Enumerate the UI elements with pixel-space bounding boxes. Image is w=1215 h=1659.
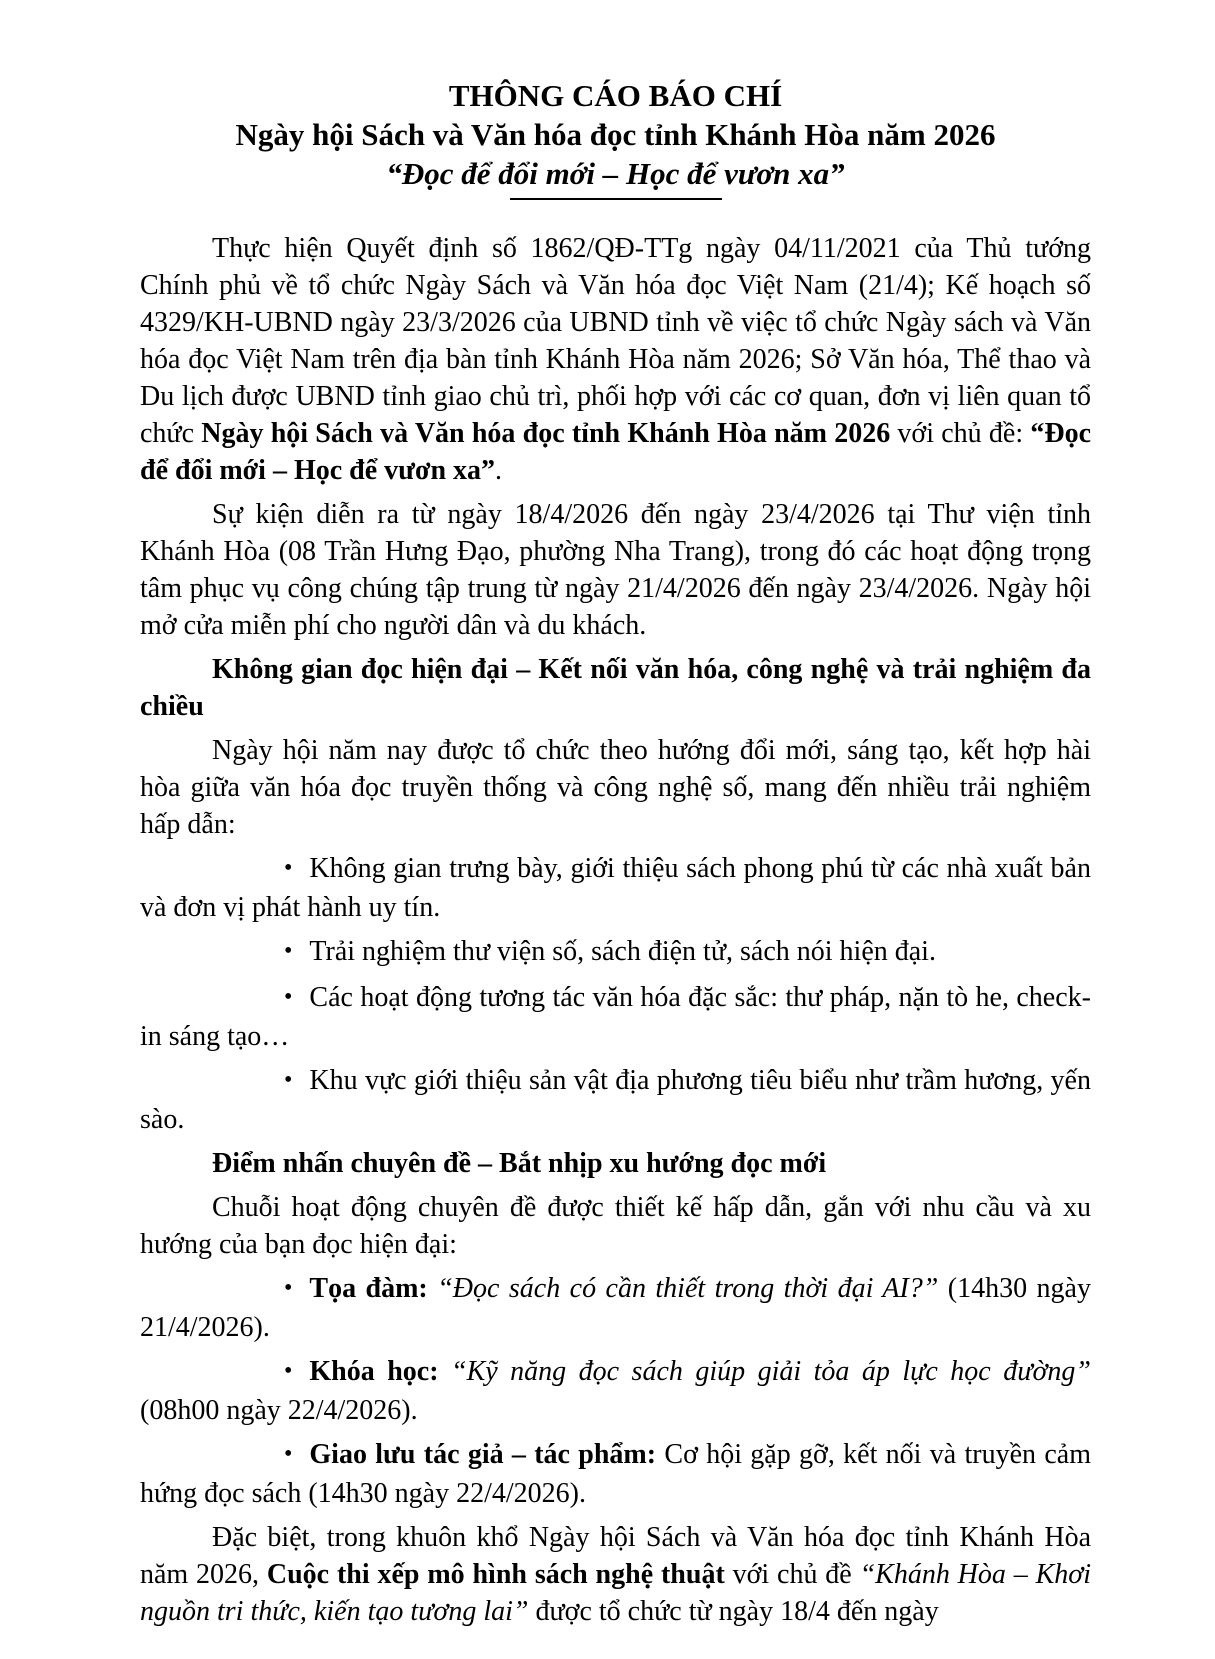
- text-run: Sự kiện diễn ra từ ngày 18/4/2026 đến ngày 23/4/2026 tại Thư viện tỉnh Khánh Hòa (08 Trần Hưng Đạo, phường Nha Trang), trong đó các hoạt động trọng tâm phục vụ công chúng tập trung từ ngày 21/4/2026 đến ngày 23/4/2026. Ngày hội mở cửa miễn phí cho người dân và du khách.: [140, 499, 1091, 641]
- text-run: với chủ đề:: [890, 418, 1031, 449]
- text-run: Ngày hội năm nay được tổ chức theo hướng đổi mới, sáng tạo, kết hợp hài hòa giữa văn hóa đọc truyền thống và công nghệ số, mang đến nhiều trải nghiệm hấp dẫn:: [140, 735, 1091, 840]
- paragraph: [140, 496, 1091, 644]
- bullet-icon: •: [284, 938, 293, 964]
- text-run: Thực hiện Quyết định số 1862/QĐ-TTg ngày 04/11/2021 của Thủ tướng Chính phủ về tổ chức Ngày Sách và Văn hóa đọc Việt Nam (21/4); Kế hoạch số 4329/KH-UBND ngày 23/3/2026 của UBND tỉnh về việc tổ chức Ngày sách và Văn hóa đọc Việt Nam trên địa bàn tỉnh Khánh Hòa năm 2026; Sở Văn hóa, Thể thao và Du lịch được UBND tỉnh giao chủ trì, phối hợp với các cơ quan, đơn vị liên quan tổ chức: [140, 233, 1091, 449]
- text-run: Tọa đàm:: [309, 1273, 438, 1304]
- text-run: Điểm nhấn chuyên đề – Bắt nhịp xu hướng đọc mới: [212, 1148, 827, 1179]
- text-run: Giao lưu tác giả – tác phẩm:: [309, 1439, 665, 1470]
- text-run: Cơ hội gặp gỡ, kết nối và truyền cảm hứng đọc sách (14h30 ngày 22/4/2026).: [140, 1439, 1091, 1509]
- text-run: (08h00 ngày 22/4/2026).: [140, 1395, 418, 1426]
- section-heading: [140, 1145, 1091, 1182]
- bullet-item: [140, 1353, 1091, 1429]
- bullet-icon: •: [284, 1441, 293, 1467]
- doc-title: THÔNG CÁO BÁO CHÍ: [448, 78, 783, 113]
- text-run: Không gian trưng bày, giới thiệu sách phong phú từ các nhà xuất bản và đơn vị phát hành uy tín.: [140, 853, 1091, 923]
- text-run: Khu vực giới thiệu sản vật địa phương tiêu biểu như trầm hương, yến sào.: [140, 1065, 1091, 1135]
- bullet-item: [140, 1270, 1091, 1346]
- bullet-icon: •: [284, 984, 293, 1010]
- text-run: Không gian đọc hiện đại – Kết nối văn hóa, công nghệ và trải nghiệm đa chiều: [140, 654, 1091, 722]
- bullet-icon: •: [284, 855, 293, 881]
- text-run: (14h30 ngày 21/4/2026).: [140, 1273, 1091, 1343]
- doc-theme-quote: “Đọc để đổi mới – Học để vươn xa”: [386, 156, 845, 191]
- text-run: .: [495, 455, 503, 486]
- text-run: “Đọc để đổi mới – Học để vươn xa”: [140, 418, 1091, 486]
- bullet-icon: •: [284, 1275, 293, 1301]
- text-run: với chủ đề: [724, 1559, 860, 1590]
- text-run: Trải nghiệm thư viện số, sách điện tử, sách nói hiện đại.: [309, 936, 936, 967]
- text-run: Chuỗi hoạt động chuyên đề được thiết kế hấp dẫn, gắn với nhu cầu và xu hướng của bạn đọc hiện đại:: [140, 1192, 1091, 1260]
- text-run: “Đọc sách có cần thiết trong thời đại AI?”: [437, 1273, 939, 1304]
- text-run: Khóa học:: [309, 1356, 452, 1387]
- paragraph: [140, 1189, 1091, 1263]
- bullet-icon: •: [284, 1358, 293, 1384]
- section-heading: [140, 651, 1091, 725]
- bullet-item: [140, 1436, 1091, 1512]
- text-run: “Kỹ năng đọc sách giúp giải tỏa áp lực học đường”: [451, 1356, 1091, 1387]
- title-separator-line: [510, 198, 722, 200]
- paragraph: [140, 732, 1091, 843]
- text-run: được tổ chức từ ngày 18/4 đến ngày: [528, 1596, 939, 1627]
- bullet-item: [140, 933, 1091, 972]
- text-run: Ngày hội Sách và Văn hóa đọc tỉnh Khánh Hòa năm 2026: [201, 418, 891, 449]
- doc-subtitle: Ngày hội Sách và Văn hóa đọc tỉnh Khánh Hòa năm 2026: [235, 117, 996, 152]
- text-run: Các hoạt động tương tác văn hóa đặc sắc: thư pháp, nặn tò he, check-in sáng tạo…: [140, 982, 1091, 1052]
- text-run: Cuộc thi xếp mô hình sách nghệ thuật: [266, 1559, 725, 1590]
- bullet-item: [140, 1062, 1091, 1138]
- text-run: Đặc biệt, trong khuôn khổ Ngày hội Sách và Văn hóa đọc tỉnh Khánh Hòa năm 2026,: [140, 1522, 1091, 1590]
- text-run: “Khánh Hòa – Khơi nguồn tri thức, kiến tạo tương lai”: [140, 1559, 1091, 1627]
- paragraph: [140, 1519, 1091, 1630]
- bullet-icon: •: [284, 1067, 293, 1093]
- bullet-item: [140, 850, 1091, 926]
- bullet-item: [140, 979, 1091, 1055]
- document-body: [140, 230, 1091, 1630]
- paragraph: [140, 230, 1091, 489]
